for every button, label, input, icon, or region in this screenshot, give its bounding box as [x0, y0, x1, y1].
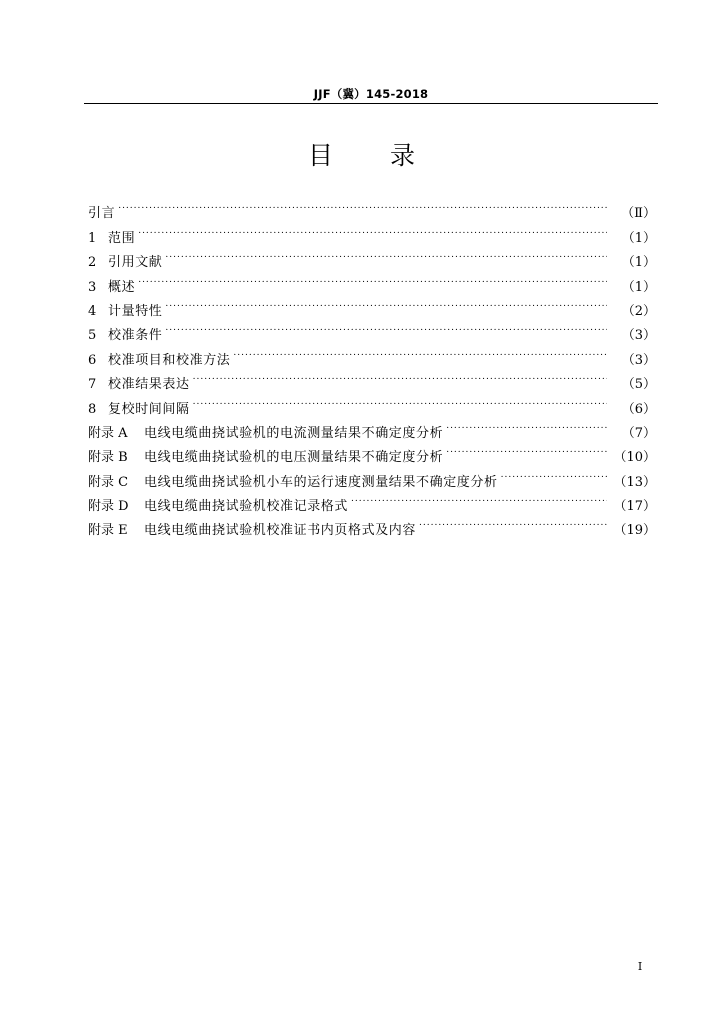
toc-entry-label: 复校时间间隔 — [108, 401, 190, 417]
toc-entry-number: 2 — [88, 255, 97, 271]
toc-entry-page: （1） — [621, 255, 656, 271]
toc-entry-page: （13） — [613, 474, 656, 490]
document-code-header: JJF（冀）145-2018 — [313, 87, 429, 101]
toc-entry-label: 电线电缆曲挠试验机校准记录格式 — [144, 499, 349, 515]
toc-entry-label: 校准条件 — [108, 328, 163, 344]
toc-entry-label: 校准项目和校准方法 — [108, 352, 231, 368]
toc-entry-page: （7） — [621, 425, 656, 441]
toc-dot-leader — [419, 510, 607, 534]
toc-entry-page: （1） — [621, 279, 656, 295]
page-number: I — [637, 960, 643, 973]
title-char-1: 目 — [307, 141, 334, 170]
toc-entry-page: （Ⅱ） — [621, 206, 656, 222]
toc-dot-leader — [446, 437, 607, 461]
toc-entry-number: 附录 A — [88, 425, 128, 441]
toc-entry-label: 电线电缆曲挠试验机小车的运行速度测量结果不确定度分析 — [144, 474, 498, 490]
page-title — [0, 136, 724, 172]
toc-entry-page: （3） — [621, 352, 656, 368]
toc-entry-1[interactable] — [88, 217, 656, 246]
toc-entry-number: 6 — [88, 352, 97, 368]
toc-entry-label: 概述 — [108, 279, 136, 295]
table-of-contents — [88, 193, 656, 539]
toc-entry-page: （17） — [613, 499, 656, 515]
toc-dot-leader — [138, 266, 607, 290]
toc-entry-3[interactable] — [88, 266, 656, 295]
toc-dot-leader — [351, 486, 607, 510]
toc-entry-label: 范围 — [108, 230, 136, 246]
toc-entry-label: 引言 — [88, 206, 116, 222]
toc-dot-leader — [165, 315, 607, 339]
toc-dot-leader — [165, 242, 607, 266]
toc-entry-label: 引用文献 — [108, 255, 163, 271]
toc-dot-leader — [165, 291, 607, 315]
toc-entry-label: 电线电缆曲挠试验机校准证书内页格式及内容 — [144, 523, 417, 539]
toc-entry-page: （5） — [621, 377, 656, 393]
header-divider — [84, 103, 658, 104]
toc-entry-number: 1 — [88, 230, 97, 246]
toc-entry-number: 4 — [88, 303, 97, 319]
toc-entry-label: 计量特性 — [108, 303, 163, 319]
toc-dot-leader — [193, 364, 607, 388]
toc-entry-number: 附录 D — [88, 499, 129, 515]
toc-entry-5[interactable] — [88, 315, 656, 344]
toc-entry-number: 7 — [88, 377, 97, 393]
toc-entry-page: （6） — [621, 401, 656, 417]
toc-entry-2[interactable] — [88, 242, 656, 271]
toc-entry-number: 附录 C — [88, 474, 129, 490]
toc-entry-number: 附录 E — [88, 523, 128, 539]
toc-entry-page: （10） — [613, 450, 656, 466]
toc-dot-leader — [501, 461, 607, 485]
toc-entry-page: （19） — [613, 523, 656, 539]
toc-entry-page: （1） — [621, 230, 656, 246]
toc-dot-leader — [118, 193, 607, 217]
toc-entry-label: 校准结果表达 — [108, 377, 190, 393]
toc-entry-number: 3 — [88, 279, 97, 295]
toc-entry-page: （2） — [621, 303, 656, 319]
toc-entry-number: 5 — [88, 328, 97, 344]
toc-entry-page: （3） — [621, 328, 656, 344]
toc-entry-number: 附录 B — [88, 450, 128, 466]
title-char-2: 录 — [390, 141, 417, 170]
toc-entry-6[interactable] — [88, 339, 656, 368]
toc-entry-label: 电线电缆曲挠试验机的电压测量结果不确定度分析 — [144, 450, 444, 466]
toc-dot-leader — [233, 339, 607, 363]
toc-entry-4[interactable] — [88, 291, 656, 319]
toc-entry-intro[interactable] — [88, 193, 656, 222]
toc-entry-label: 电线电缆曲挠试验机的电流测量结果不确定度分析 — [144, 425, 444, 441]
toc-dot-leader — [446, 413, 607, 437]
toc-dot-leader — [193, 388, 607, 412]
toc-dot-leader — [138, 217, 607, 241]
toc-entry-number: 8 — [88, 401, 97, 417]
